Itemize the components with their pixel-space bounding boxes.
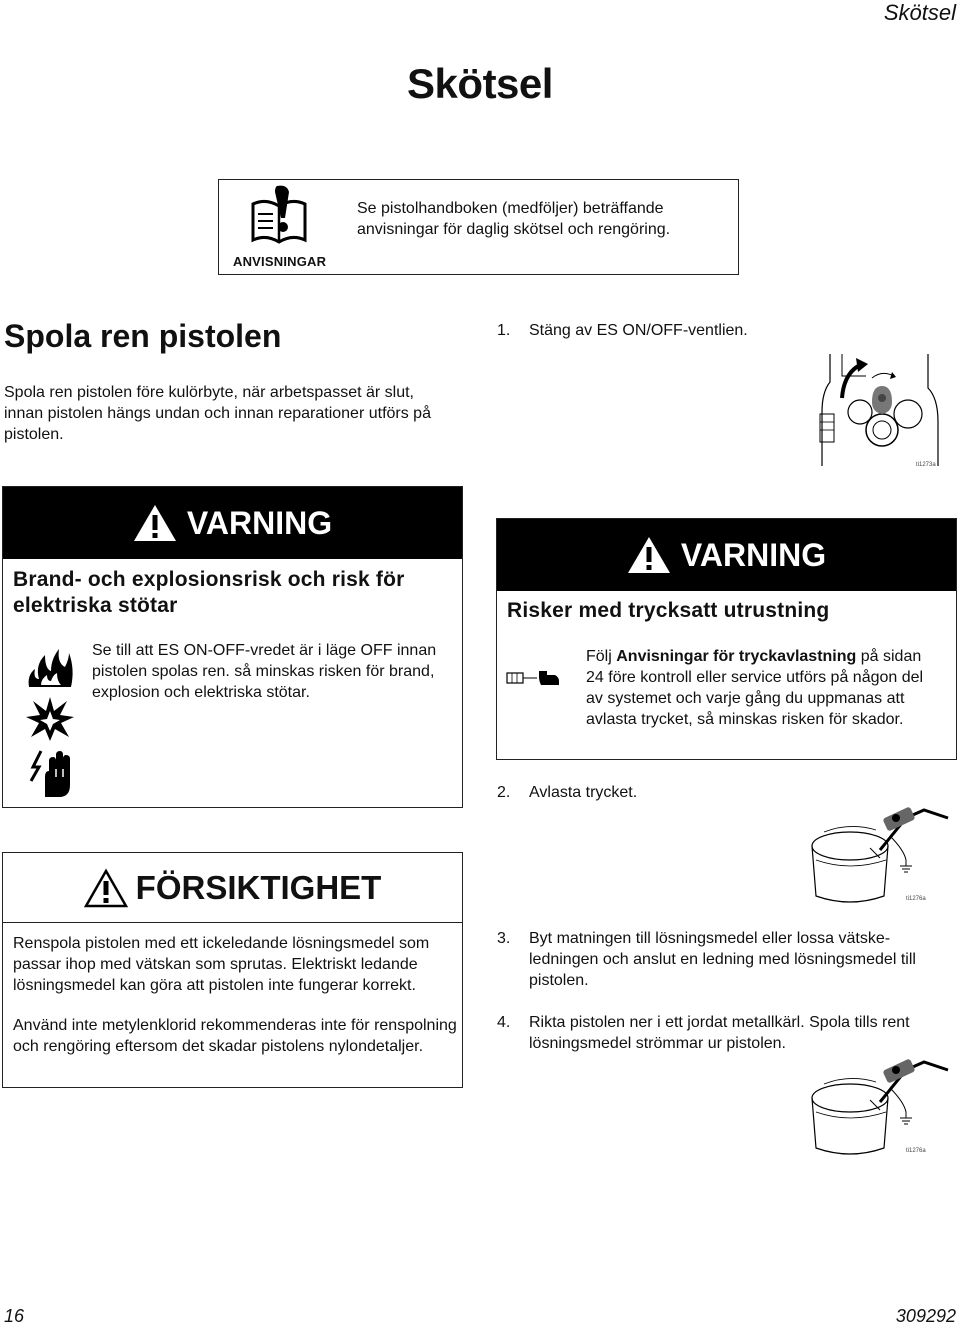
injection-hazard-icon [503, 667, 561, 689]
caution-box [2, 852, 463, 1088]
warning-subtitle: Risker med trycksatt utrustning [507, 599, 830, 622]
section-heading: Spola ren pistolen [4, 318, 282, 354]
electric-shock-icon [25, 747, 73, 799]
running-header: Skötsel [883, 0, 956, 25]
instructions-box [218, 179, 739, 275]
explosion-icon [25, 695, 75, 741]
figure-caption-pail-1: ti1276a [906, 896, 926, 902]
step-1: 1. Stäng av ES ON/OFF-ventlien. [497, 322, 748, 339]
es-valve-figure [812, 352, 948, 470]
warning-header-text: VARNING [680, 536, 827, 573]
caution-header-text: FÖRSIKTIGHET [135, 868, 382, 906]
instructions-label: ANVISNINGAR [233, 254, 327, 269]
step-3: 3. Byt matningen till lösningsmedel eller lossa vätske-ledningen och anslut en ledning med lösningsmedel till pistolen. [497, 930, 916, 989]
warning-box-pressure [496, 518, 957, 760]
document-number: 309292 [895, 1306, 956, 1326]
manual-book-icon [249, 184, 309, 248]
step-2: 2. Avlasta trycket. [497, 784, 638, 801]
grounded-pail-figure-2 [806, 1048, 956, 1156]
section-intro: Spola ren pistolen före kulörbyte, när arbetspasset är slut, innan pistolen hängs undan och innan reparationer utförs på pistolen. [4, 384, 431, 443]
warning-header [3, 487, 462, 559]
step-4: 4. Rikta pistolen ner i ett jordat metallkärl. Spola tills rent lösningsmedel strömmar ur pistolen. [497, 1014, 910, 1052]
figure-caption-valve: ti1273a [916, 462, 936, 468]
caution-header [3, 853, 462, 923]
caution-para-1: Renspola pistolen med ett ickeledande lösningsmedel som passar ihop med vätskan som sprutas. Elektriskt ledande lösningsmedel kan göra att pistolen inte fungerar korrekt. [13, 935, 430, 994]
warning-header [497, 519, 956, 591]
grounded-pail-figure [806, 796, 956, 904]
warning-triangle-icon [133, 503, 177, 543]
warning-header-text: VARNING [186, 504, 333, 541]
instructions-text: Se pistolhandboken (medföljer) beträffande anvisningar för daglig skötsel och rengöring. [357, 200, 671, 238]
page-number: 16 [4, 1306, 25, 1326]
figure-caption-pail-2: ti1276a [906, 1148, 926, 1154]
warning-triangle-icon [627, 535, 671, 575]
link-pressure-relief[interactable]: Anvisningar för tryckavlastning [616, 648, 857, 665]
page-title: Skötsel [407, 60, 553, 107]
warning-box-fire [2, 486, 463, 808]
warning-body: Se till att ES ON-OFF-vredet är i läge OFF innan pistolen spolas ren. så minskas risken för brand, explosion och elektriska stötar. [92, 642, 437, 701]
fire-icon [25, 645, 75, 689]
warning-body: Följ Anvisningar för tryckavlastning på sidan 24 före kontroll eller service utförs på någon del av systemet och varje gång du uppmanas att avlasta trycket, så minskas risken för skador. [586, 648, 924, 728]
warning-subtitle: Brand- och explosionsrisk och risk för elektriska stötar [13, 568, 405, 617]
caution-para-2: Använd inte metylenklorid rekommenderas inte för renspolning och rengöring eftersom det skadar pistolens nylondetaljer. [13, 1017, 457, 1055]
caution-triangle-icon [84, 868, 128, 908]
